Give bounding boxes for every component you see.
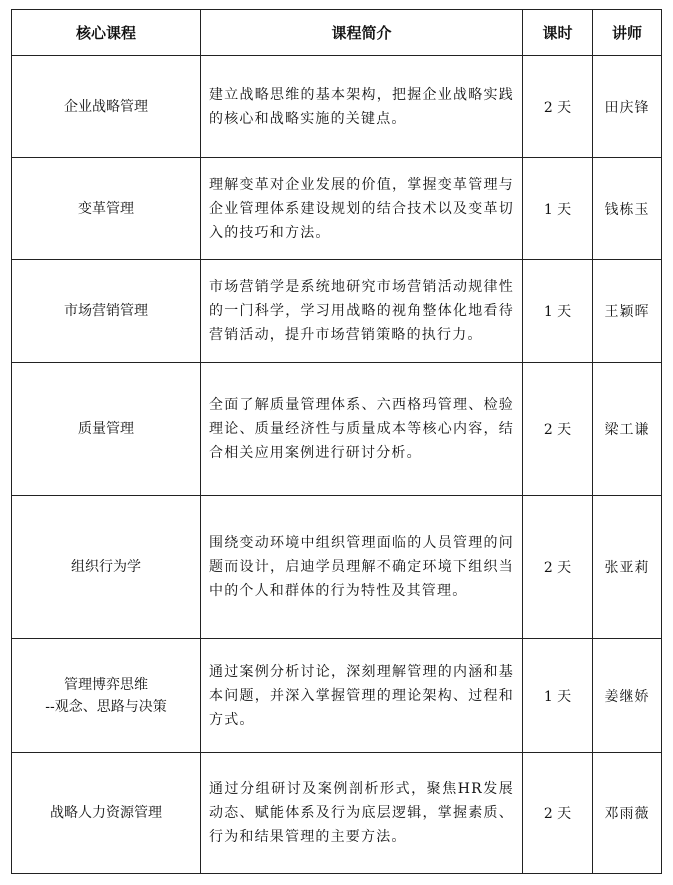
course-description: 围绕变动环境中组织管理面临的人员管理的问题而设计，启迪学员理解不确定环境下组织当中的个人和群体的行为特性及其管理。 xyxy=(201,496,523,639)
course-description: 通过案例分析讨论，深刻理解管理的内涵和基本问题，并深入掌握管理的理论架构、过程和方式。 xyxy=(201,639,523,753)
header-course-intro: 课程简介 xyxy=(201,10,523,56)
course-name: 质量管理 xyxy=(12,363,201,496)
course-table xyxy=(11,9,662,874)
course-teacher: 王颖晖 xyxy=(593,260,662,363)
table-row xyxy=(12,158,662,260)
table-row xyxy=(12,56,662,158)
course-name: 企业战略管理 xyxy=(12,56,201,158)
course-hours: 2 天 xyxy=(523,753,593,874)
course-hours: 1 天 xyxy=(523,639,593,753)
course-teacher: 田庆锋 xyxy=(593,56,662,158)
table-row xyxy=(12,753,662,874)
course-teacher: 姜继娇 xyxy=(593,639,662,753)
header-hours: 课时 xyxy=(523,10,593,56)
course-teacher: 张亚莉 xyxy=(593,496,662,639)
course-name: 管理博弈思维 --观念、思路与决策 xyxy=(12,639,201,753)
course-description: 通过分组研讨及案例剖析形式，聚焦HR发展动态、赋能体系及行为底层逻辑，掌握素质、行为和结果管理的主要方法。 xyxy=(201,753,523,874)
table-row xyxy=(12,496,662,639)
course-hours: 2 天 xyxy=(523,363,593,496)
course-name: 组织行为学 xyxy=(12,496,201,639)
table-header-row xyxy=(12,10,662,56)
course-description: 市场营销学是系统地研究市场营销活动规律性的一门科学，学习用战略的视角整体化地看待营销活动，提升市场营销策略的执行力。 xyxy=(201,260,523,363)
table-row xyxy=(12,639,662,753)
course-name: 战略人力资源管理 xyxy=(12,753,201,874)
course-hours: 2 天 xyxy=(523,496,593,639)
course-description: 全面了解质量管理体系、六西格玛管理、检验理论、质量经济性与质量成本等核心内容，结合相关应用案例进行研讨分析。 xyxy=(201,363,523,496)
course-hours: 1 天 xyxy=(523,158,593,260)
course-name: 变革管理 xyxy=(12,158,201,260)
table-row xyxy=(12,260,662,363)
course-teacher: 钱栋玉 xyxy=(593,158,662,260)
course-description: 建立战略思维的基本架构，把握企业战略实践的核心和战略实施的关键点。 xyxy=(201,56,523,158)
course-name: 市场营销管理 xyxy=(12,260,201,363)
course-teacher: 邓雨薇 xyxy=(593,753,662,874)
header-teacher: 讲师 xyxy=(593,10,662,56)
course-hours: 1 天 xyxy=(523,260,593,363)
course-hours: 2 天 xyxy=(523,56,593,158)
course-teacher: 梁工谦 xyxy=(593,363,662,496)
header-core-course: 核心课程 xyxy=(12,10,201,56)
table-row xyxy=(12,363,662,496)
course-description: 理解变革对企业发展的价值，掌握变革管理与企业管理体系建设规划的结合技术以及变革切入的技巧和方法。 xyxy=(201,158,523,260)
